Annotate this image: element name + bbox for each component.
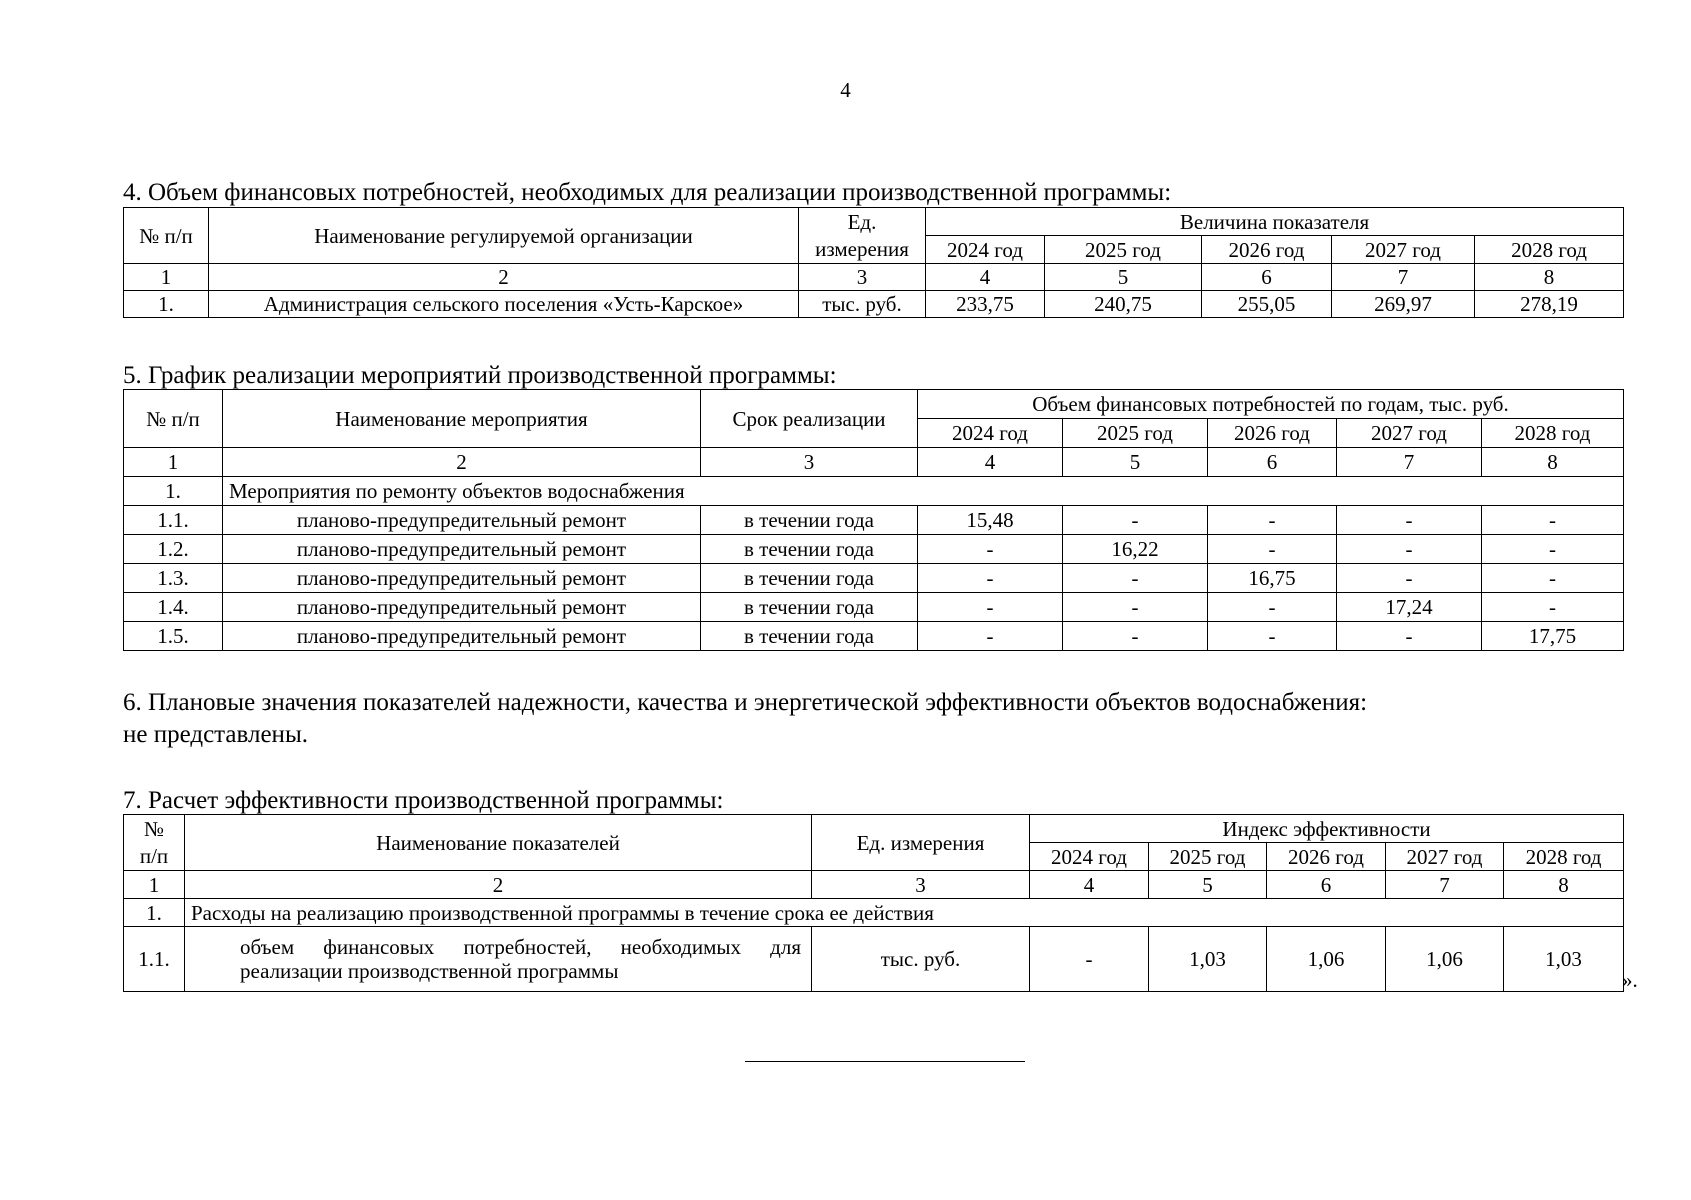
group-row — [124, 899, 1624, 927]
group-name: Расходы на реализацию производственной программы в течение срока ее действия — [185, 899, 1624, 927]
value-cell: - — [1208, 593, 1337, 622]
year-header: 2028 год — [1504, 843, 1624, 871]
term-cell: в течении года — [701, 564, 918, 593]
index-cell: 7 — [1332, 264, 1475, 291]
col-num-header-top: № — [124, 815, 185, 843]
value-cell: 16,22 — [1063, 535, 1208, 564]
index-cell: 6 — [1208, 448, 1337, 477]
value-cell: - — [918, 564, 1063, 593]
value-cell: 1,06 — [1267, 927, 1386, 992]
index-row — [124, 448, 1624, 477]
row-num: 1.5. — [124, 622, 223, 651]
group-name: Мероприятия по ремонту объектов водоснабжения — [223, 477, 1624, 506]
row-num: 1. — [124, 291, 209, 318]
activity-name: планово-предупредительный ремонт — [223, 535, 701, 564]
value-cell: - — [1337, 564, 1482, 593]
value-cell: - — [1063, 622, 1208, 651]
index-row — [124, 871, 1624, 899]
value-cell: - — [1337, 622, 1482, 651]
value-cell: - — [1482, 506, 1624, 535]
index-cell: 1 — [124, 871, 185, 899]
activity-name: планово-предупредительный ремонт — [223, 593, 701, 622]
year-header: 2028 год — [1475, 236, 1624, 264]
col-indicator-header: Наименование показателей — [185, 815, 812, 871]
col-index-header: Индекс эффективности — [1030, 815, 1624, 843]
org-name: Администрация сельского поселения «Усть-Карское» — [209, 291, 799, 318]
year-header: 2026 год — [1202, 236, 1332, 264]
index-cell: 2 — [223, 448, 701, 477]
value-cell: - — [1482, 593, 1624, 622]
term-cell: в течении года — [701, 593, 918, 622]
section-4-heading: 4. Объем финансовых потребностей, необходимых для реализации производственной программы: — [123, 179, 1172, 206]
financial-needs-table — [123, 207, 1624, 318]
table-row — [124, 291, 1624, 318]
index-cell: 4 — [1030, 871, 1149, 899]
index-cell: 7 — [1337, 448, 1482, 477]
value-cell: - — [1063, 593, 1208, 622]
indicator-name: объем финансовых потребностей, необходимых для реализации производственной программы — [185, 927, 812, 992]
col-volume-header: Объем финансовых потребностей по годам, тыс. руб. — [918, 390, 1624, 419]
end-rule — [745, 1061, 1025, 1062]
row-num: 1.1. — [124, 927, 185, 992]
year-header: 2028 год — [1482, 419, 1624, 448]
value-cell: - — [918, 622, 1063, 651]
value-cell: 17,75 — [1482, 622, 1624, 651]
value-cell: 269,97 — [1332, 291, 1475, 318]
index-cell: 6 — [1202, 264, 1332, 291]
unit-cell: тыс. руб. — [812, 927, 1030, 992]
value-cell: 16,75 — [1208, 564, 1337, 593]
col-activity-header: Наименование мероприятия — [223, 390, 701, 448]
value-cell: 1,03 — [1504, 927, 1624, 992]
col-term-header: Срок реализации — [701, 390, 918, 448]
value-cell: - — [1208, 535, 1337, 564]
index-row — [124, 264, 1624, 291]
index-cell: 5 — [1045, 264, 1202, 291]
term-cell: в течении года — [701, 506, 918, 535]
year-header: 2027 год — [1337, 419, 1482, 448]
group-row — [124, 477, 1624, 506]
table-row — [124, 927, 1624, 992]
col-value-header: Величина показателя — [926, 208, 1624, 236]
row-num: 1.4. — [124, 593, 223, 622]
value-cell: - — [1482, 535, 1624, 564]
index-cell: 6 — [1267, 871, 1386, 899]
efficiency-table — [123, 814, 1624, 992]
value-cell: - — [918, 535, 1063, 564]
table-row — [124, 506, 1624, 535]
activity-name: планово-предупредительный ремонт — [223, 564, 701, 593]
year-header: 2025 год — [1149, 843, 1267, 871]
row-num: 1.2. — [124, 535, 223, 564]
value-cell: - — [1482, 564, 1624, 593]
value-cell: - — [1208, 506, 1337, 535]
year-header: 2027 год — [1386, 843, 1504, 871]
table-row — [124, 593, 1624, 622]
year-header: 2025 год — [1045, 236, 1202, 264]
col-org-name-header: Наименование регулируемой организации — [209, 208, 799, 264]
row-num: 1. — [124, 477, 223, 506]
col-num-header-bottom: п/п — [124, 843, 185, 871]
value-cell: - — [1063, 506, 1208, 535]
value-cell: - — [1337, 535, 1482, 564]
year-header: 2025 год — [1063, 419, 1208, 448]
year-header: 2024 год — [926, 236, 1045, 264]
index-cell: 2 — [185, 871, 812, 899]
year-header: 2027 год — [1332, 236, 1475, 264]
index-cell: 1 — [124, 264, 209, 291]
index-cell: 7 — [1386, 871, 1504, 899]
value-cell: - — [1063, 564, 1208, 593]
section-6-heading: 6. Плановые значения показателей надежности, качества и энергетической эффективности объектов водоснабжения: — [123, 689, 1368, 716]
year-header: 2024 год — [1030, 843, 1149, 871]
index-cell: 8 — [1475, 264, 1624, 291]
row-num: 1.3. — [124, 564, 223, 593]
row-num: 1.1. — [124, 506, 223, 535]
page-number: 4 — [840, 78, 851, 102]
row-num: 1. — [124, 899, 185, 927]
col-num-header: № п/п — [124, 390, 223, 448]
year-header: 2026 год — [1208, 419, 1337, 448]
schedule-table — [123, 389, 1624, 651]
col-num-header: № п/п — [124, 208, 209, 264]
col-unit-header: Ед. измерения — [799, 208, 926, 264]
index-cell: 4 — [926, 264, 1045, 291]
index-cell: 3 — [812, 871, 1030, 899]
activity-name: планово-предупредительный ремонт — [223, 506, 701, 535]
term-cell: в течении года — [701, 622, 918, 651]
value-cell: - — [918, 593, 1063, 622]
closing-quote: ». — [1622, 968, 1638, 992]
year-header: 2026 год — [1267, 843, 1386, 871]
index-cell: 1 — [124, 448, 223, 477]
index-cell: 5 — [1063, 448, 1208, 477]
value-cell: - — [1208, 622, 1337, 651]
section-5-heading: 5. График реализации мероприятий производственной программы: — [123, 362, 837, 389]
unit-cell: тыс. руб. — [799, 291, 926, 318]
value-cell: - — [1337, 506, 1482, 535]
value-cell: 1,03 — [1149, 927, 1267, 992]
index-cell: 3 — [701, 448, 918, 477]
value-cell: 255,05 — [1202, 291, 1332, 318]
value-cell: - — [1030, 927, 1149, 992]
term-cell: в течении года — [701, 535, 918, 564]
value-cell: 17,24 — [1337, 593, 1482, 622]
value-cell: 240,75 — [1045, 291, 1202, 318]
index-cell: 2 — [209, 264, 799, 291]
value-cell: 15,48 — [918, 506, 1063, 535]
col-unit-header: Ед. измерения — [812, 815, 1030, 871]
table-row — [124, 622, 1624, 651]
index-cell: 8 — [1482, 448, 1624, 477]
table-row — [124, 535, 1624, 564]
value-cell: 278,19 — [1475, 291, 1624, 318]
index-cell: 5 — [1149, 871, 1267, 899]
section-7-heading: 7. Расчет эффективности производственной программы: — [123, 787, 724, 814]
index-cell: 8 — [1504, 871, 1624, 899]
index-cell: 3 — [799, 264, 926, 291]
table-row — [124, 564, 1624, 593]
index-cell: 4 — [918, 448, 1063, 477]
section-6-status: не представлены. — [123, 721, 308, 748]
value-cell: 233,75 — [926, 291, 1045, 318]
year-header: 2024 год — [918, 419, 1063, 448]
activity-name: планово-предупредительный ремонт — [223, 622, 701, 651]
value-cell: 1,06 — [1386, 927, 1504, 992]
